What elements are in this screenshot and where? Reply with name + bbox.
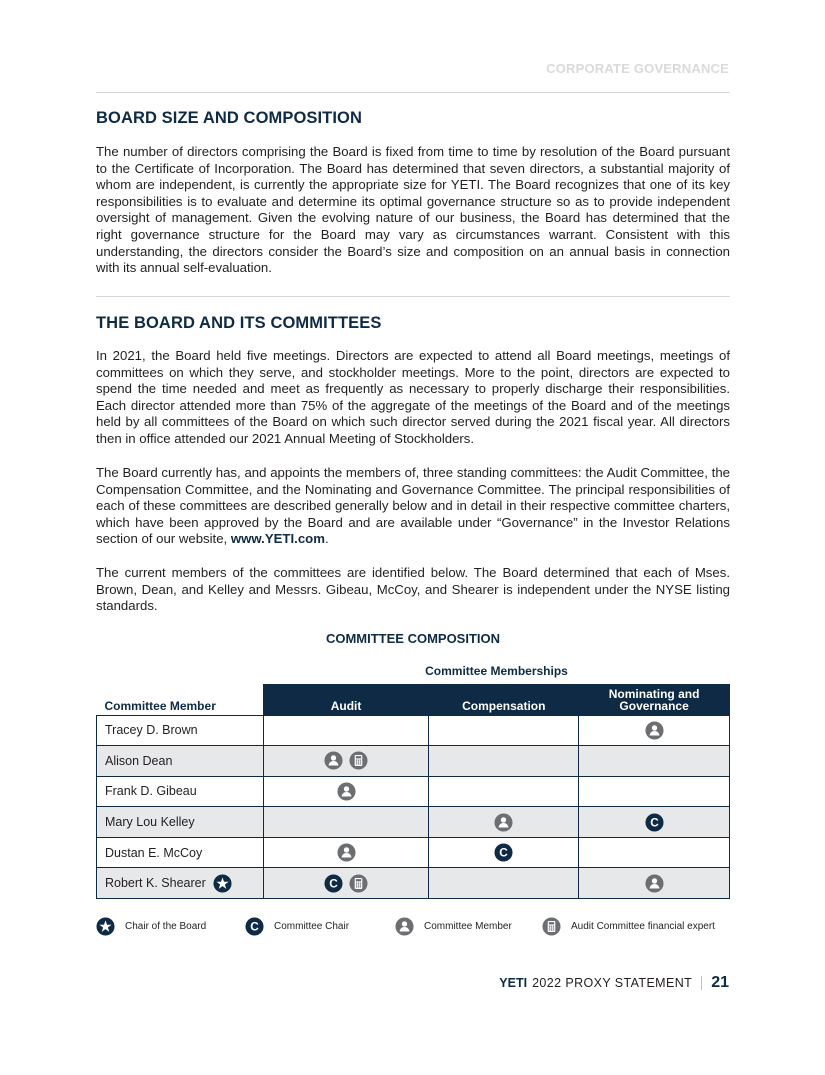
calculator-icon xyxy=(542,917,561,936)
page-footer xyxy=(499,974,729,992)
heading-board-committees: THE BOARD AND ITS COMMITTEES xyxy=(96,314,382,332)
audit-icons xyxy=(324,874,368,893)
member-name: Mary Lou Kelley xyxy=(105,815,195,830)
website-link[interactable]: www.YETI.com xyxy=(230,531,325,547)
nominating-cell xyxy=(579,776,730,807)
star-badge-icon xyxy=(96,917,115,936)
table-row xyxy=(97,837,730,868)
member-name-wrap xyxy=(105,874,263,893)
compensation-cell xyxy=(429,807,579,838)
member-name: Dustan E. McCoy xyxy=(105,845,203,860)
member-name: Robert K. Shearer xyxy=(105,876,206,891)
nominating-cell xyxy=(579,868,730,899)
footer-brand: YETI xyxy=(499,976,528,990)
member-name-cell xyxy=(97,807,264,838)
legend-label: Committee Member xyxy=(424,921,512,932)
memberships-label: Committee Memberships xyxy=(425,664,568,678)
footer-statement: 2022 PROXY STATEMENT xyxy=(532,976,693,990)
divider xyxy=(96,92,730,93)
paragraph-text: The Board currently has, and appoints the members of, three standing committees: the Audit Committee, the Compensation Committee, and the Nominating and Governance Committee. The principal responsibilities of each of these committees are described generally below and in detail in their respective committee charters, which have been approved by the Board and are available under “Governance” in the Investor Relations section of our website, xyxy=(96,465,730,547)
audit-cell xyxy=(263,746,429,777)
nominating-icons xyxy=(645,813,664,832)
person-icon xyxy=(494,813,513,832)
table-row xyxy=(97,715,730,746)
member-name-cell xyxy=(97,868,264,899)
nominating-icons xyxy=(645,721,664,740)
page-number: 21 xyxy=(711,974,729,991)
committee-table xyxy=(96,684,730,899)
legend-committee-chair xyxy=(245,917,349,936)
compensation-cell xyxy=(429,837,579,868)
member-name-cell xyxy=(97,715,264,746)
paragraph-end: . xyxy=(324,531,329,547)
table-title: COMMITTEE COMPOSITION xyxy=(325,631,501,646)
c-badge-icon xyxy=(645,813,664,832)
member-name-cell xyxy=(97,746,264,777)
person-icon xyxy=(337,782,356,801)
legend xyxy=(96,917,736,941)
column-header-audit: Audit xyxy=(263,684,429,715)
star-badge-icon xyxy=(213,874,232,893)
paragraph-board-size: The number of directors comprising the Board is fixed from time to time by resolution of the Board pursuant to the Certificate of Incorporation. The Board has determined that seven directors, a substantial majority of whom are independent, is currently the appropriate size for YETI. The Board recognizes that one of its key responsibilities is to evaluate and determine its optimal governance structure so as to provide independent oversight of management. Given the evolving nature of our business, the Board has determined that the right governance structure for the Board may vary as circumstances warrant. Consistent with this understanding, the directors consider the Board’s size and composition on an annual basis in connection with its annual self-evaluation. xyxy=(96,144,730,276)
member-name-wrap xyxy=(105,846,263,860)
paragraph-meetings: In 2021, the Board held five meetings. Directors are expected to attend all Board meetings, meetings of committees on which they serve, and stockholder meetings. More to the point, directors are expected to spend the time needed and meet as frequently as necessary to properly discharge their responsibilities. Each director attended more than 75% of the aggregate of the meetings of the Board and of the meetings held by all committees of the Board on which such director served during the 2021 fiscal year. All directors then in office attended our 2021 Annual Meeting of Stockholders. xyxy=(96,348,730,446)
audit-icons xyxy=(337,843,356,862)
member-name-wrap xyxy=(105,723,263,737)
nominating-cell xyxy=(579,837,730,868)
divider xyxy=(96,296,730,297)
audit-cell xyxy=(263,837,429,868)
table-row xyxy=(97,746,730,777)
legend-financial-expert xyxy=(542,917,715,936)
column-header-compensation: Compensation xyxy=(429,684,579,715)
paragraph-independence: The current members of the committees are identified below. The Board determined that each of Mses. Brown, Dean, and Kelley and Messrs. Gibeau, McCoy, and Shearer is independent under the NYSE listing standards. xyxy=(96,565,730,614)
audit-cell xyxy=(263,868,429,899)
person-icon xyxy=(645,874,664,893)
person-icon xyxy=(337,843,356,862)
table-row xyxy=(97,776,730,807)
audit-cell xyxy=(263,715,429,746)
calculator-icon xyxy=(349,751,368,770)
legend-label: Chair of the Board xyxy=(125,921,207,932)
compensation-cell xyxy=(429,715,579,746)
person-icon xyxy=(645,721,664,740)
legend-committee-member xyxy=(395,917,512,936)
svg-text:C: C xyxy=(499,845,509,860)
column-header-member: Committee Member xyxy=(97,684,264,715)
compensation-cell xyxy=(429,776,579,807)
member-name-wrap xyxy=(105,815,263,829)
section-label: CORPORATE GOVERNANCE xyxy=(546,61,729,76)
column-header-nominating: Nominating and Governance xyxy=(579,684,730,715)
audit-icons xyxy=(337,782,356,801)
audit-cell xyxy=(263,776,429,807)
c-badge-icon xyxy=(494,843,513,862)
committee-table-body xyxy=(97,715,730,899)
c-badge-icon xyxy=(324,874,343,893)
heading-board-size: BOARD SIZE AND COMPOSITION xyxy=(96,109,362,127)
member-name-cell xyxy=(97,837,264,868)
compensation-cell xyxy=(429,746,579,777)
legend-label: Audit Committee financial expert xyxy=(571,921,715,932)
footer-separator xyxy=(701,976,702,990)
table-row xyxy=(97,807,730,838)
compensation-icons xyxy=(494,843,513,862)
table-row xyxy=(97,868,730,899)
calculator-icon xyxy=(349,874,368,893)
nominating-cell xyxy=(579,715,730,746)
member-name: Alison Dean xyxy=(105,753,173,768)
nominating-icons xyxy=(645,874,664,893)
compensation-icons xyxy=(494,813,513,832)
member-name: Tracey D. Brown xyxy=(105,723,198,738)
compensation-cell xyxy=(429,868,579,899)
member-name-cell xyxy=(97,776,264,807)
audit-cell xyxy=(263,807,429,838)
c-badge-icon xyxy=(245,917,264,936)
member-name-wrap xyxy=(105,784,263,798)
person-icon xyxy=(395,917,414,936)
paragraph-standing-committees xyxy=(96,465,730,548)
nominating-cell xyxy=(579,746,730,777)
svg-text:C: C xyxy=(250,919,259,934)
member-name-wrap xyxy=(105,754,263,768)
audit-icons xyxy=(324,751,368,770)
svg-text:C: C xyxy=(329,876,338,891)
nominating-cell xyxy=(579,807,730,838)
legend-label: Committee Chair xyxy=(274,921,350,932)
person-icon xyxy=(324,751,343,770)
svg-text:C: C xyxy=(649,815,659,830)
legend-chair-of-board xyxy=(96,917,206,936)
member-name: Frank D. Gibeau xyxy=(105,784,197,799)
